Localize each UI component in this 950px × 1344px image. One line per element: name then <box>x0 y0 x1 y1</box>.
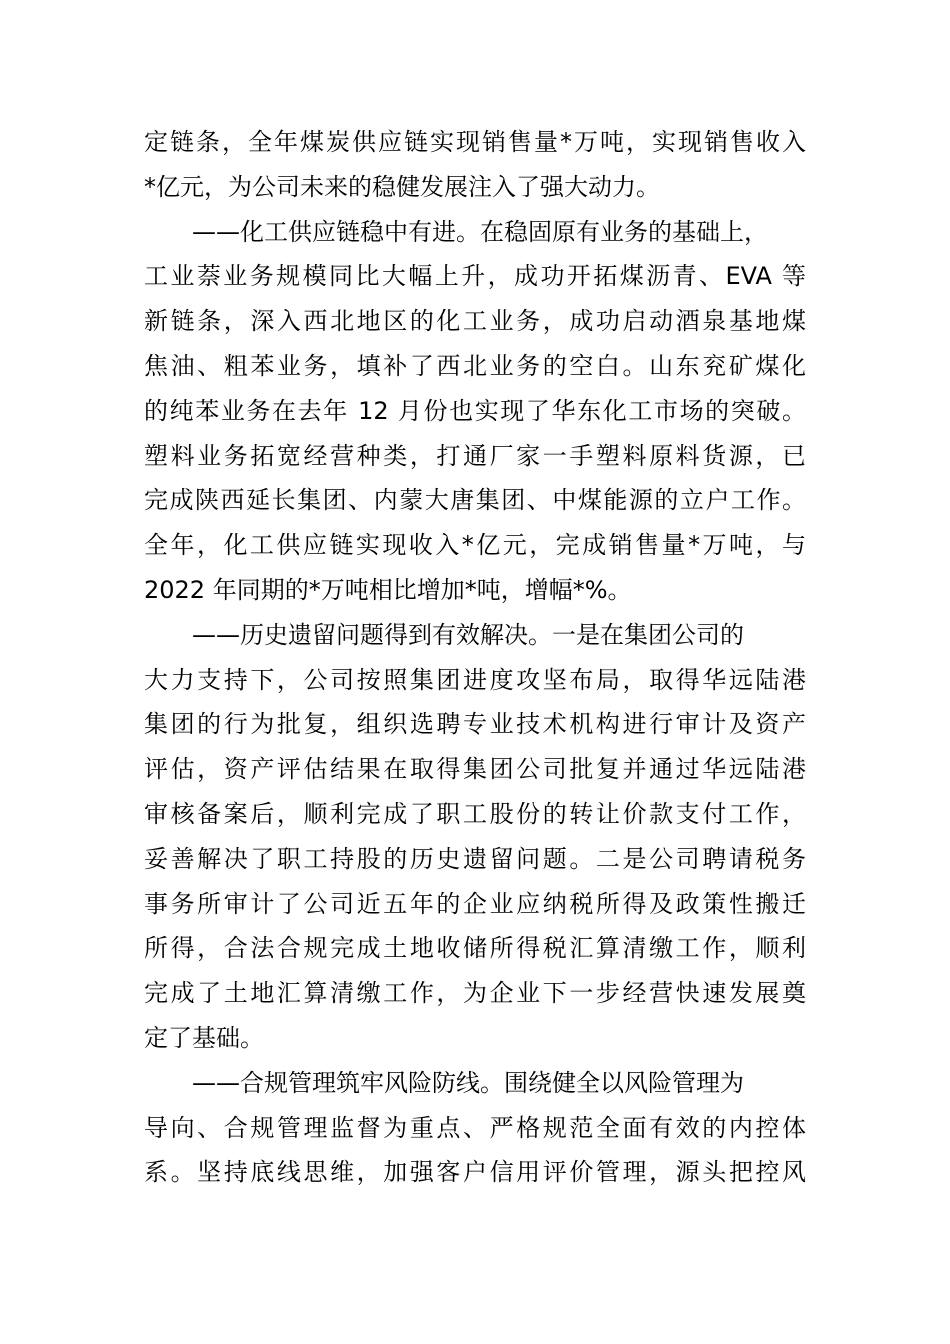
text-line-19: 所得，合法合规完成土地收储所得税汇算清缴工作，顺利 <box>144 934 806 963</box>
text-line-23: 导向、合规管理监督为重点、严格规范全面有效的内控体 <box>144 1113 806 1142</box>
text-line-15: 评估，资产评估结果在取得集团公司批复并通过华远陆港 <box>144 755 806 784</box>
text-line-10: 全年，化工供应链实现收入*亿元，完成销售量*万吨，与 <box>144 531 806 560</box>
text-line-18: 事务所审计了公司近五年的企业应纳税所得及政策性搬迁 <box>144 889 806 918</box>
text-line-17: 妥善解决了职工持股的历史遗留问题。二是公司聘请税务 <box>144 844 806 873</box>
text-line-4: 工业萘业务规模同比大幅上升，成功开拓煤沥青、EVA 等 <box>144 262 806 291</box>
text-line-22: ——合规管理筑牢风险防线。围绕健全以风险管理为 <box>192 1068 744 1097</box>
text-line-20: 完成了土地汇算清缴工作，为企业下一步经营快速发展奠 <box>144 979 806 1008</box>
text-line-1: 定链条，全年煤炭供应链实现销售量*万吨，实现销售收入 <box>144 128 806 156</box>
text-line-11: 2022 年同期的*万吨相比增加*吨，增幅*%。 <box>144 575 632 604</box>
text-line-7: 的纯苯业务在去年 12 月份也实现了华东化工市场的突破。 <box>144 396 806 425</box>
document-body <box>144 120 806 1195</box>
text-line-21: 定了基础。 <box>144 1023 264 1052</box>
text-line-14: 集团的行为批复，组织选聘专业技术机构进行审计及资产 <box>144 710 806 739</box>
text-line-24: 系。坚持底线思维，加强客户信用评价管理，源头把控风 <box>144 1158 806 1187</box>
text-line-3: ——化工供应链稳中有进。在稳固原有业务的基础上， <box>192 217 768 246</box>
text-line-16: 审核备案后，顺利完成了职工股份的转让价款支付工作， <box>144 799 806 828</box>
text-line-6: 焦油、粗苯业务，填补了西北业务的空白。山东兖矿煤化 <box>144 351 806 380</box>
text-line-2: *亿元，为公司未来的稳健发展注入了强大动力。 <box>144 172 660 201</box>
text-line-5: 新链条，深入西北地区的化工业务，成功启动酒泉基地煤 <box>144 307 806 336</box>
text-line-12: ——历史遗留问题得到有效解决。一是在集团公司的 <box>192 620 744 649</box>
text-line-8: 塑料业务拓宽经营种类，打通厂家一手塑料原料货源，已 <box>144 441 806 470</box>
text-line-13: 大力支持下，公司按照集团进度攻坚布局，取得华远陆港 <box>144 665 806 694</box>
text-line-9: 完成陕西延长集团、内蒙大唐集团、中煤能源的立户工作。 <box>144 486 806 515</box>
